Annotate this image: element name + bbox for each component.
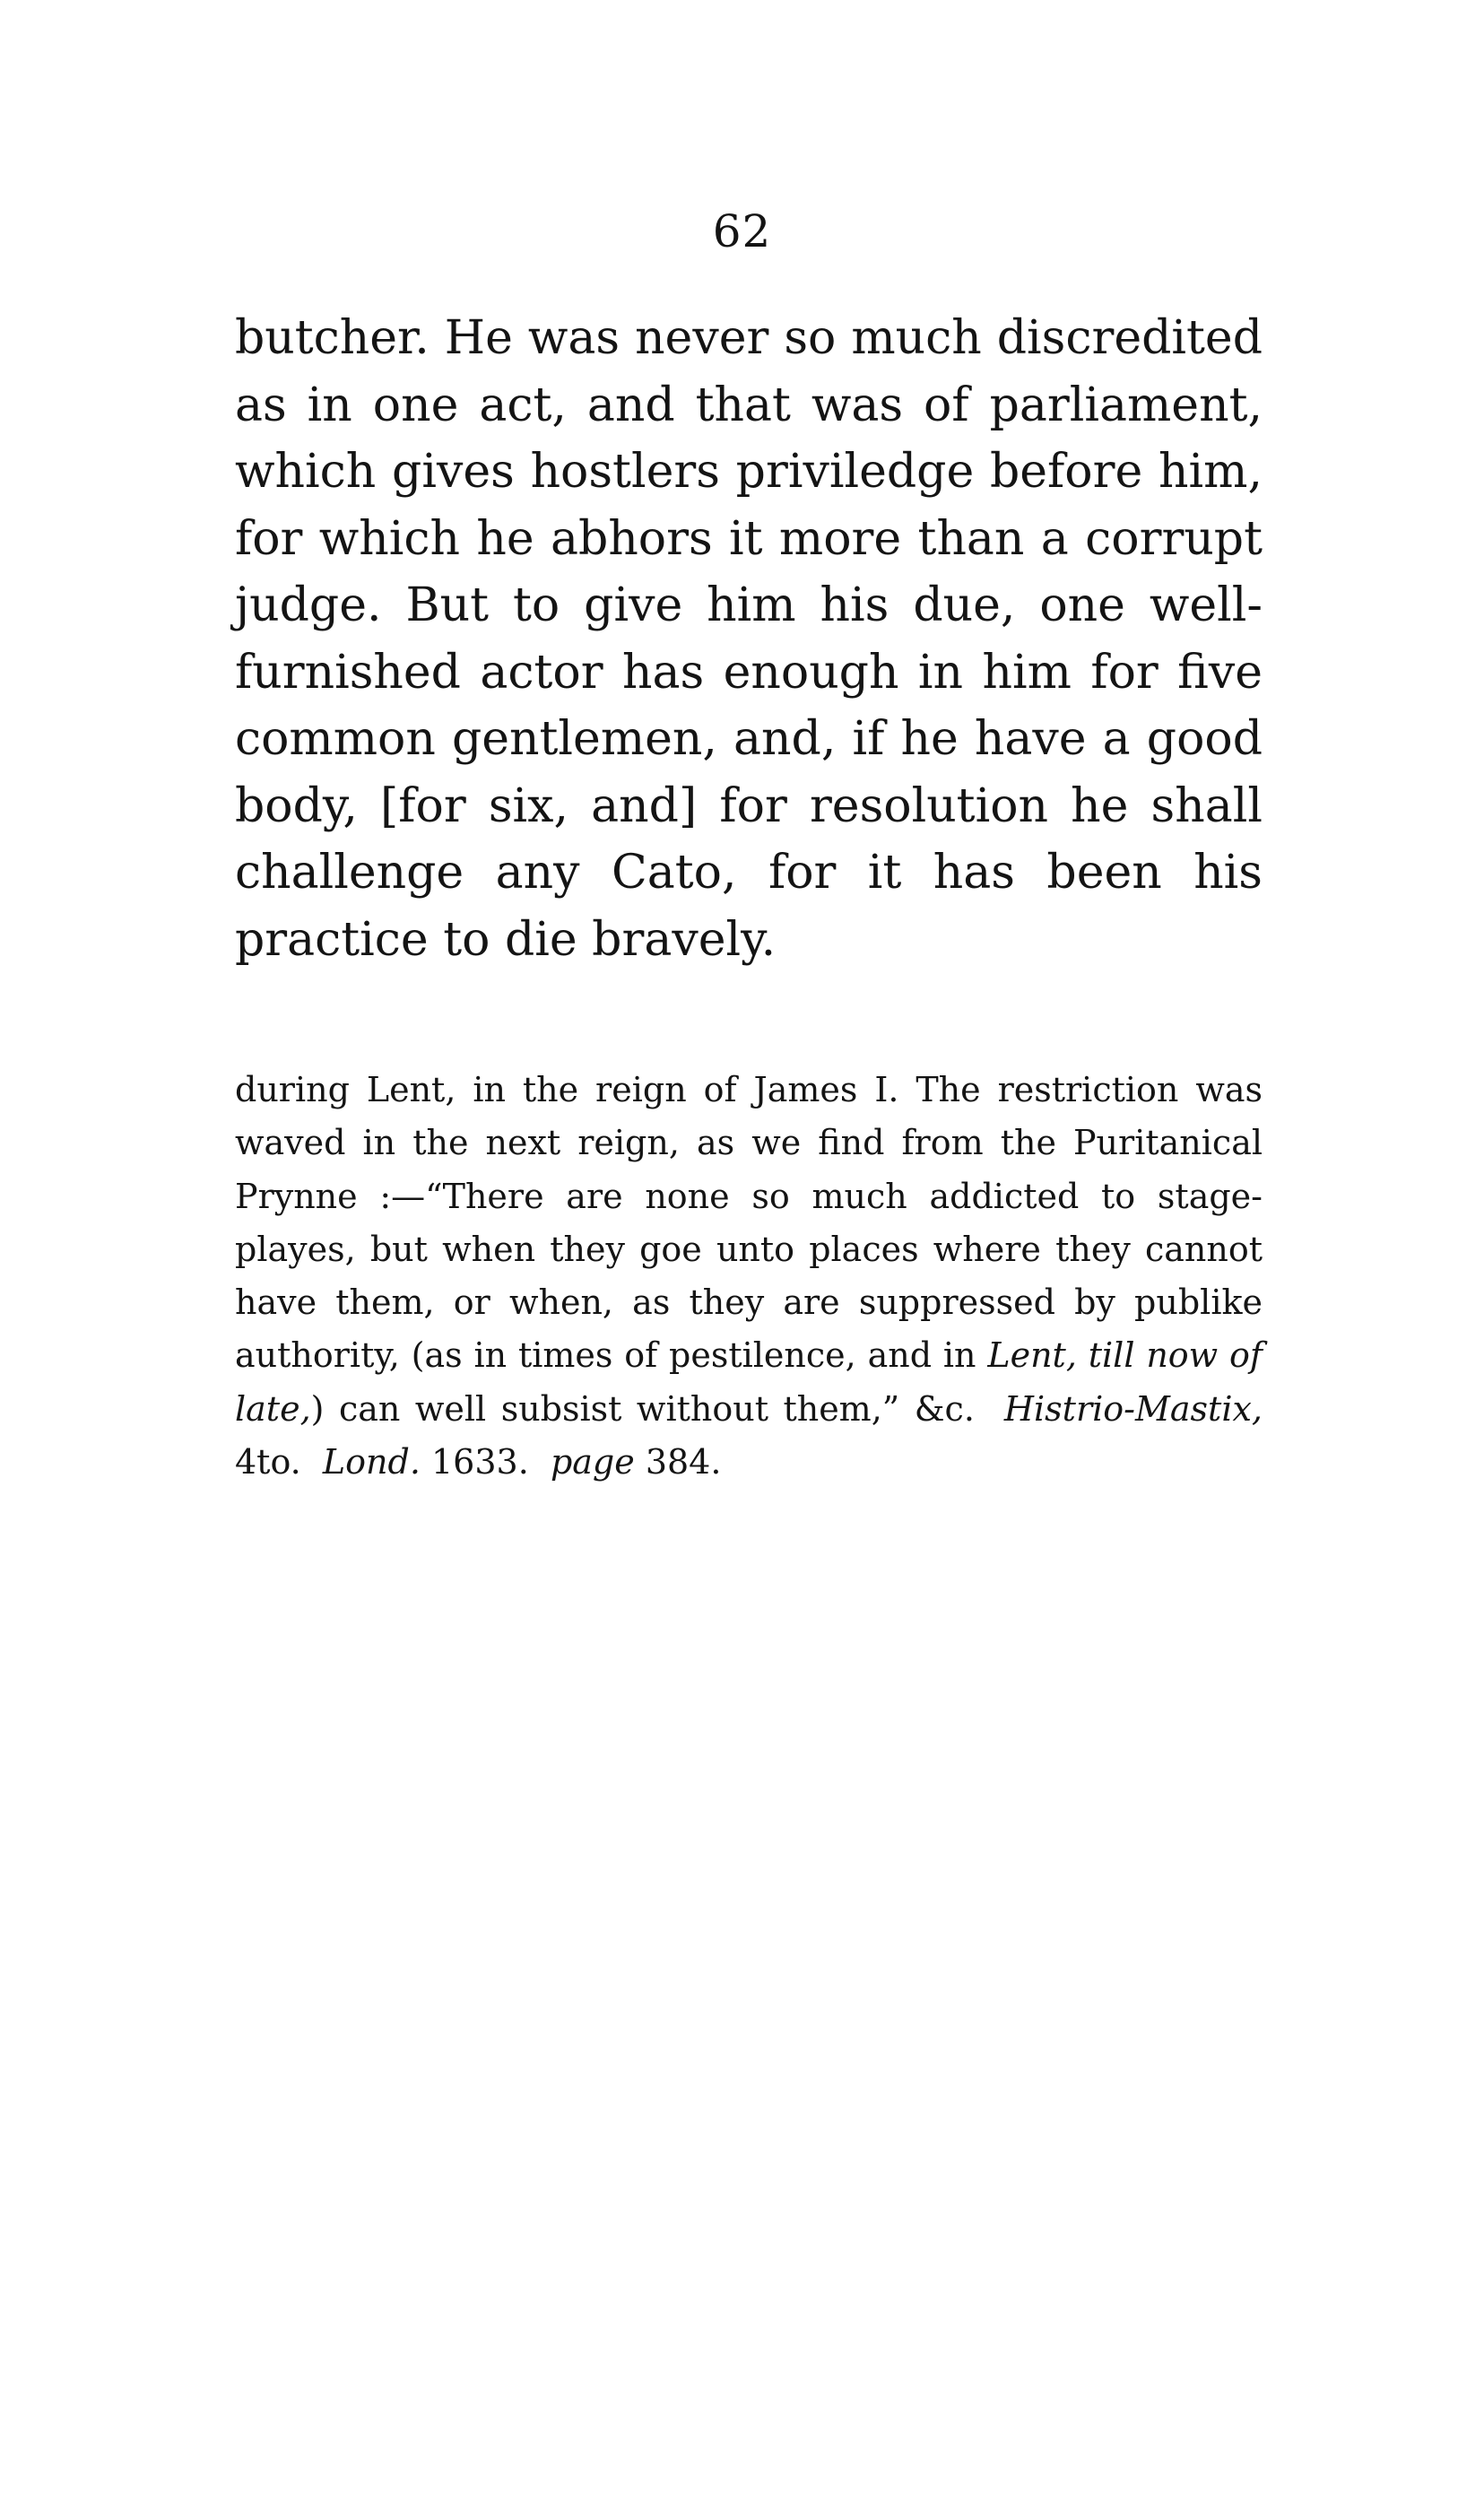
- footnote-line: [235, 1383, 1263, 1436]
- body-line: butcher. He was never so much discredited: [235, 311, 1263, 365]
- body-line: body, [for six, and] for resolution he shall: [235, 778, 1263, 833]
- body-line: challenge any Cato, for it has been his: [235, 846, 1263, 900]
- footnote: [235, 1064, 1263, 1489]
- body-text: [235, 305, 1263, 973]
- footnote-text: 384.: [634, 1442, 722, 1482]
- body-line: common gentlemen, and, if he have a good: [235, 712, 1263, 766]
- footnote-text: authority, (as in times of pestilence, and in: [235, 1335, 988, 1376]
- body-line: practice to die bravely.: [235, 912, 777, 967]
- footnote-text: [1077, 1335, 1089, 1375]
- body-line: for which he abhors it more than a corrupt: [235, 511, 1263, 566]
- footnote-text: ) can well subsist without them,” &c.: [310, 1388, 1004, 1429]
- footnote-italic-title: Histrio-Mastix,: [1003, 1388, 1263, 1429]
- body-line: judge. But to give him his due, one well-: [235, 578, 1263, 632]
- footnote-line: during Lent, in the reign of James I. The restriction was: [235, 1070, 1263, 1109]
- footnote-line: have them, or when, as they are suppressed by publike: [235, 1282, 1263, 1323]
- page-number: 62: [712, 205, 772, 257]
- footnote-line: [235, 1329, 1263, 1382]
- body-line: which gives hostlers priviledge before him,: [235, 445, 1263, 499]
- footnote-italic-page: page: [550, 1442, 635, 1482]
- footnote-line: [235, 1436, 1263, 1489]
- body-line: as in one act, and that was of parliament,: [235, 378, 1263, 432]
- footnote-line: Prynne :—“There are none so much addicted to stage-: [235, 1176, 1263, 1216]
- footnote-italic-lond: Lond.: [322, 1442, 421, 1482]
- footnote-line: playes, but when they goe unto places where they cannot: [235, 1229, 1263, 1269]
- footnote-italic-till-now-of: till now of: [1088, 1335, 1263, 1376]
- body-line: furnished actor has enough in him for five: [235, 645, 1263, 700]
- footnote-text: 1633.: [420, 1442, 551, 1482]
- footnote-line: waved in the next reign, as we find from the Puritanical: [235, 1123, 1263, 1163]
- footnote-italic-late: late,: [235, 1388, 311, 1429]
- footnote-italic-lent: Lent,: [987, 1335, 1077, 1376]
- footnote-text: 4to.: [235, 1442, 323, 1482]
